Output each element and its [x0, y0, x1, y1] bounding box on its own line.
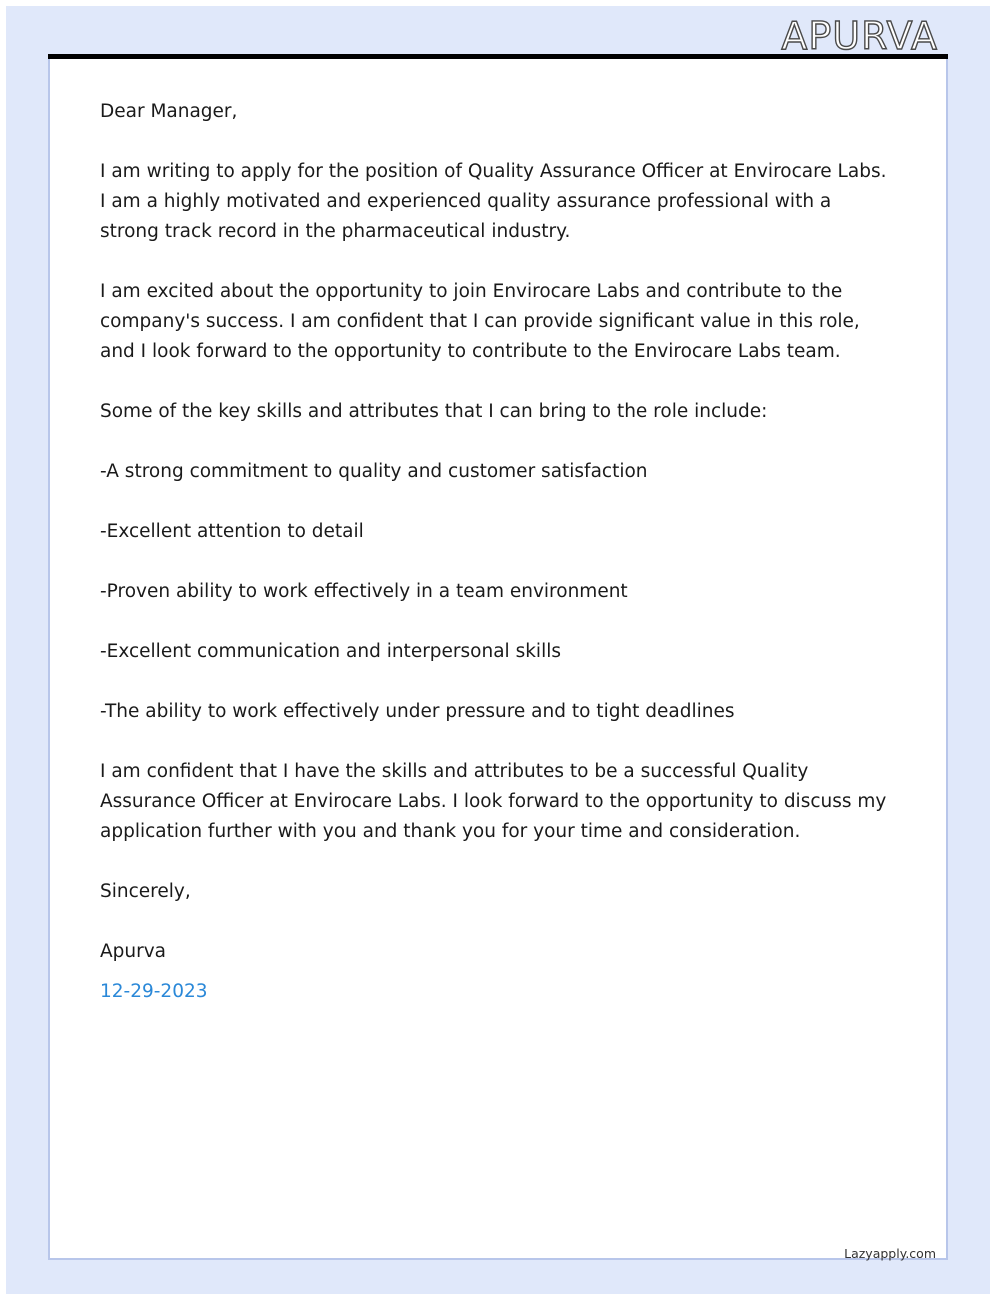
applicant-name-header: APURVA	[781, 14, 938, 58]
skill-item: -Proven ability to work effectively in a team environment	[100, 581, 628, 602]
letter-date: 12-29-2023	[100, 981, 208, 1002]
paragraph-skills-intro: Some of the key skills and attributes that I can bring to the role include:	[100, 401, 768, 422]
watermark: Lazyapply.com	[844, 1246, 936, 1261]
skill-item: -Excellent attention to detail	[100, 521, 364, 542]
skill-item: -The ability to work effectively under pressure and to tight deadlines	[100, 701, 735, 722]
paragraph-intro: I am writing to apply for the position of Quality Assurance Officer at Envirocare Labs. I am a highly motivated and experienced quality assurance professional with a strong track record in the pharmaceutical industry.	[100, 161, 887, 242]
signature: Apurva	[100, 941, 167, 962]
skill-item: -Excellent communication and interpersonal skills	[100, 641, 561, 662]
paragraph-excitement: I am excited about the opportunity to join Envirocare Labs and contribute to the company's success. I am confident that I can provide significant value in this role, and I look forward to the opportunity to contribute to the Envirocare Labs team.	[100, 281, 860, 362]
letter-body	[100, 97, 895, 1037]
signoff: Sincerely,	[100, 881, 191, 902]
skill-item: -A strong commitment to quality and customer satisfaction	[100, 461, 648, 482]
salutation: Dear Manager,	[100, 101, 238, 122]
paragraph-closing: I am confident that I have the skills and attributes to be a successful Quality Assurance Officer at Envirocare Labs. I look forward to the opportunity to discuss my application further with you and thank you for your time and consideration.	[100, 761, 887, 842]
